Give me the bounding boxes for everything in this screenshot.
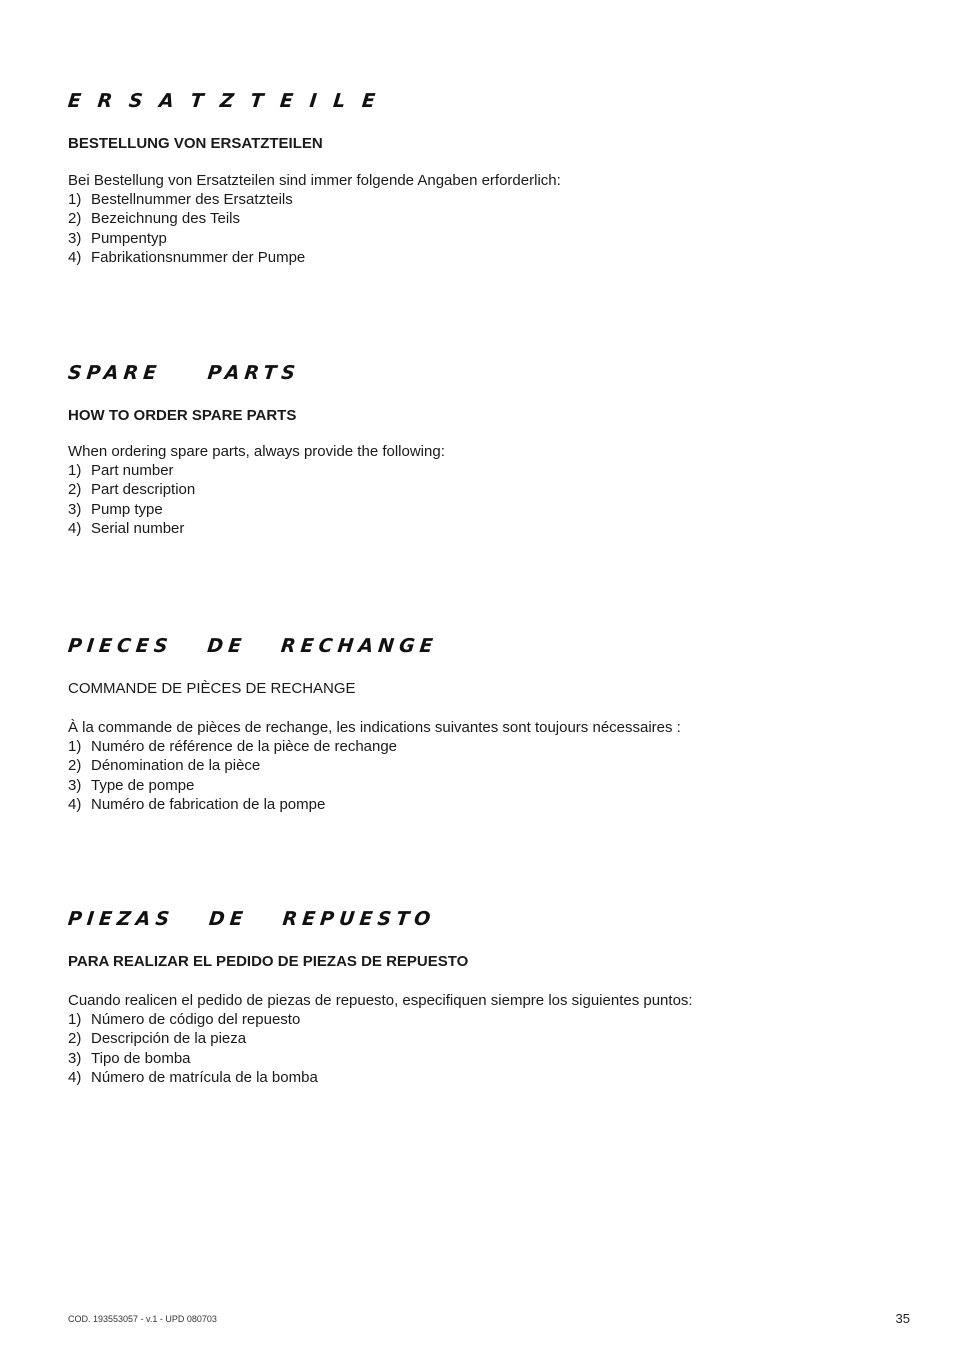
- list-item: [68, 209, 928, 228]
- item-number: 3): [68, 776, 82, 794]
- section-heading-en: SPARE PARTS: [66, 362, 302, 384]
- section-subtitle-de: BESTELLUNG VON ERSATZTEILEN: [68, 135, 323, 152]
- item-list-de: [68, 190, 928, 267]
- list-item: [68, 248, 928, 267]
- item-number: 4): [68, 248, 82, 266]
- item-number: 3): [68, 1049, 82, 1067]
- item-text: Numéro de fabrication de la pompe: [91, 795, 326, 813]
- list-item: [68, 190, 928, 209]
- item-text: Descripción de la pieza: [91, 1030, 247, 1048]
- item-text: Bestellnummer des Ersatzteils: [91, 191, 293, 208]
- item-text: Serial number: [91, 519, 185, 537]
- item-number: 3): [68, 229, 82, 247]
- item-text: Numéro de référence de la pièce de rechange: [91, 738, 398, 755]
- item-number: 3): [68, 500, 82, 518]
- item-list-es: [68, 1010, 928, 1087]
- section-de: [68, 135, 928, 267]
- section-subtitle-en: HOW TO ORDER SPARE PARTS: [68, 407, 297, 424]
- item-number: 1): [68, 191, 82, 208]
- item-text: Part number: [91, 462, 174, 479]
- section-es: [68, 953, 928, 1087]
- item-number: 2): [68, 757, 82, 775]
- list-item: [68, 480, 928, 499]
- list-item: [68, 1010, 928, 1029]
- item-text: Fabrikationsnummer der Pumpe: [91, 248, 306, 266]
- list-item: [68, 795, 928, 814]
- section-intro-es: Cuando realicen el pedido de piezas de repuesto, especifiquen siempre los siguientes puntos:: [68, 992, 693, 1009]
- item-number: 2): [68, 1030, 82, 1048]
- item-number: 4): [68, 519, 82, 537]
- list-item: [68, 737, 928, 756]
- section-heading-fr: PIECES DE RECHANGE: [66, 635, 439, 657]
- item-number: 1): [68, 738, 82, 755]
- item-text: Pump type: [91, 500, 163, 518]
- list-item: [68, 500, 928, 519]
- section-intro-fr: À la commande de pièces de rechange, les indications suivantes sont toujours nécessaires :: [68, 719, 681, 736]
- item-text: Número de matrícula de la bomba: [91, 1068, 318, 1086]
- item-text: Número de código del repuesto: [91, 1011, 301, 1028]
- item-list-en: [68, 461, 928, 538]
- item-number: 4): [68, 1068, 82, 1086]
- item-text: Part description: [91, 481, 196, 499]
- item-number: 2): [68, 481, 82, 499]
- item-text: Type de pompe: [91, 776, 195, 794]
- item-list-fr: [68, 737, 928, 814]
- section-heading-es: PIEZAS DE REPUESTO: [66, 908, 437, 930]
- item-text: Dénomination de la pièce: [91, 757, 261, 775]
- section-fr: [68, 680, 928, 814]
- item-number: 1): [68, 1011, 82, 1028]
- list-item: [68, 229, 928, 248]
- list-item: [68, 1049, 928, 1068]
- list-item: [68, 461, 928, 480]
- list-item: [68, 519, 928, 538]
- section-subtitle-fr: COMMANDE DE PIÈCES DE RECHANGE: [68, 680, 356, 697]
- item-text: Pumpentyp: [91, 229, 167, 247]
- item-text: Tipo de bomba: [91, 1049, 191, 1067]
- page-number: 35: [895, 1311, 910, 1326]
- item-text: Bezeichnung des Teils: [91, 210, 240, 228]
- item-number: 4): [68, 795, 82, 813]
- section-subtitle-es: PARA REALIZAR EL PEDIDO DE PIEZAS DE REPUESTO: [68, 953, 469, 970]
- document-code: COD. 193553057 - v.1 - UPD 080703: [68, 1314, 217, 1324]
- section-intro-de: Bei Bestellung von Ersatzteilen sind immer folgende Angaben erforderlich:: [68, 172, 561, 189]
- item-number: 1): [68, 462, 82, 479]
- section-en: [68, 407, 928, 538]
- list-item: [68, 776, 928, 795]
- list-item: [68, 1029, 928, 1048]
- section-intro-en: When ordering spare parts, always provide the following:: [68, 443, 445, 460]
- section-heading-de: E R S A T Z T E I L E: [66, 90, 382, 112]
- list-item: [68, 756, 928, 775]
- list-item: [68, 1068, 928, 1087]
- item-number: 2): [68, 210, 82, 228]
